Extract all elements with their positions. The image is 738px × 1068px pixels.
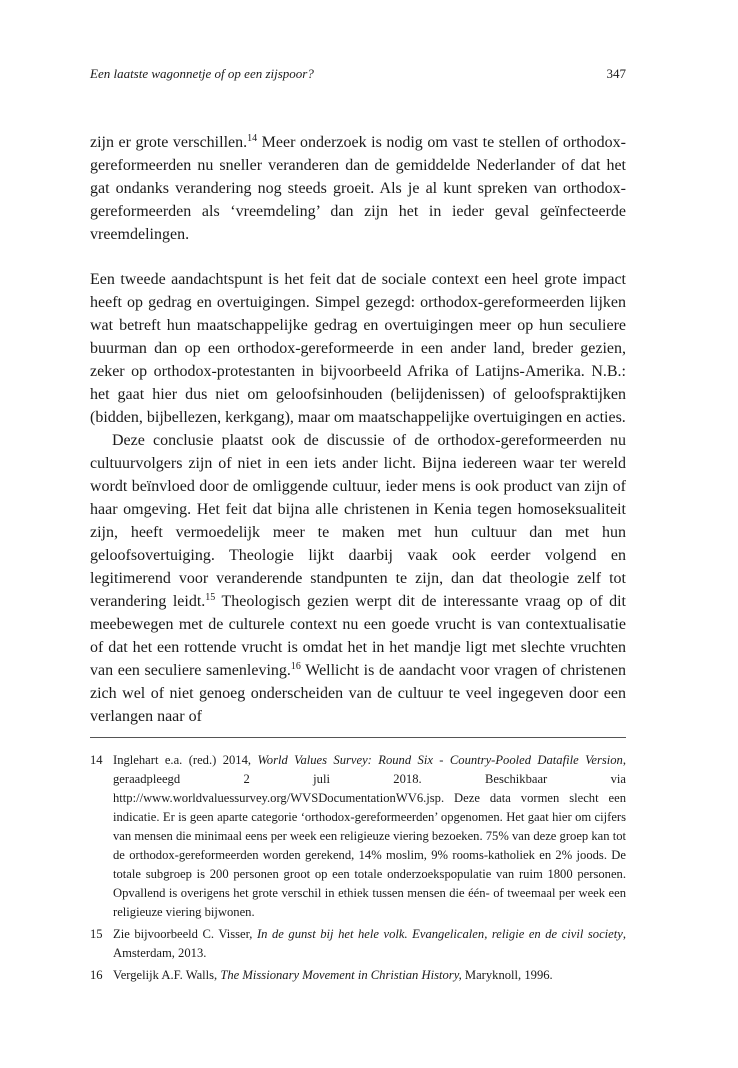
main-text bbox=[90, 131, 626, 728]
footnote-number: 14 bbox=[90, 753, 103, 767]
footnote-number: 16 bbox=[90, 968, 103, 982]
footnote-15: 15 Zie bijvoorbeeld C. Visser, In de gunst bij het hele volk. Evangelicalen, religie en de civil society, Amsterdam, 2013. bbox=[90, 927, 626, 960]
footnote-14: 14 Inglehart e.a. (red.) 2014, World Values Survey: Round Six - Country-Pooled Datafile Version, geraadpleegd 2 juli 2018. Beschikbaar via http://www.worldvaluessurvey.org/WVSDocumentationWV6.jsp. Deze data vormen slecht een indicatie. Er is geen aparte categorie ‘orthodox-gereformeerden’ opgenomen. Het gaat hier om cijfers van mensen die minimaal eens per week een religieuze viering bezoeken. 75% van deze groep kan tot de orthodox-gereformeerden worden gerekend, 14% moslim, 9% rooms-katholiek en 2% joods. De totale subgroep is 200 personen groot op een totale onderzoekspopulatie van ruim 1800 personen. Opvallend is overigens het grote verschil in ethiek tussen mensen die één- of tweemaal per week een religieuze viering bijwonen. bbox=[90, 753, 627, 919]
paragraph-3: Deze conclusie plaatst ook de discussie of de orthodox-gereformeerden nu cultuurvolgers zijn of niet in een iets ander licht. Bijna iedereen waar ter wereld wordt beïnvloed door de omliggende cultuur, ieder mens is ook product van zijn of haar omgeving. Het feit dat bijna alle christenen in Kenia tegen homoseksualiteit zijn, heeft vermoedelijk meer te maken met hun cultuur dan met hun geloofsovertuiging. Theologie lijkt daarbij vaak ook eerder volgend en legitimerend voor veranderende standpunten te zijn, dan dat theologie zelf tot verandering leidt.$^{15}$ Theologisch gezien werpt dit de interessante vraag op of dit meebewegen met de culturele context nu een goede vrucht is van contextualisatie of dat het een rottende vrucht is omdat het in het mandje ligt met slechte vruchten van een seculiere samenleving.$^{16}$ Wellicht is de aandacht voor vragen of christenen zich wel of niet genoeg onderscheiden van de cultuur te veel ingegeven door een verlangen naar of bbox=[90, 432, 627, 725]
footnotes bbox=[90, 751, 626, 988]
paragraph-1: zijn er grote verschillen.$^{14}$ Meer onderzoek is nodig om vast te stellen of orthodox-gereformeerden nu sneller veranderen dan de gemiddelde Nederlander of dat het gat ondanks verandering nog steeds groeit. Als je al kunt spreken van orthodox-gereformeerden als ‘vreemdeling’ dan zijn het in ieder geval geïnfecteerde vreemdelingen. bbox=[90, 133, 627, 243]
footnote-number: 15 bbox=[90, 927, 103, 941]
footnote-ref-14[interactable]: 14 bbox=[247, 133, 258, 144]
footnote-ref-15[interactable]: 15 bbox=[205, 592, 216, 603]
footnote-ref-16[interactable]: 16 bbox=[290, 661, 301, 672]
running-header bbox=[90, 64, 626, 84]
footnote-divider bbox=[90, 737, 626, 738]
cited-title: The Missionary Movement in Christian History, bbox=[220, 968, 462, 982]
page-number: 347 bbox=[606, 66, 626, 81]
paragraph-2: Een tweede aandachtspunt is het feit dat de sociale context een heel grote impact heeft op gedrag en overtuigingen. Simpel gezegd: orthodox-gereformeerden lijken wat betreft hun maatschappelijke gedrag en overtuigingen meer op hun seculiere buurman dan op een orthodox-gereformeerde in een ander land, breder gezien, zeker op orthodox-protestanten in bijvoorbeeld Afrika of Latijns-Amerika. N.B.: het gaat hier dus niet om geloofsinhouden (belijdenissen) of geloofspraktijken (bidden, bijbellezen, kerkgang), maar om maatschappelijke overtuigingen en acties. bbox=[90, 271, 626, 426]
cited-title: In de gunst bij het hele volk. Evangelicalen, religie en de civil society bbox=[256, 927, 623, 941]
footnote-16: 16 Vergelijk A.F. Walls, The Missionary Movement in Christian History, Maryknoll, 1996. bbox=[90, 966, 626, 985]
cited-title: World Values Survey: Round Six - Country-Pooled Datafile Version bbox=[257, 753, 623, 767]
running-title: Een laatste wagonnetje of op een zijspoor? bbox=[90, 66, 314, 81]
